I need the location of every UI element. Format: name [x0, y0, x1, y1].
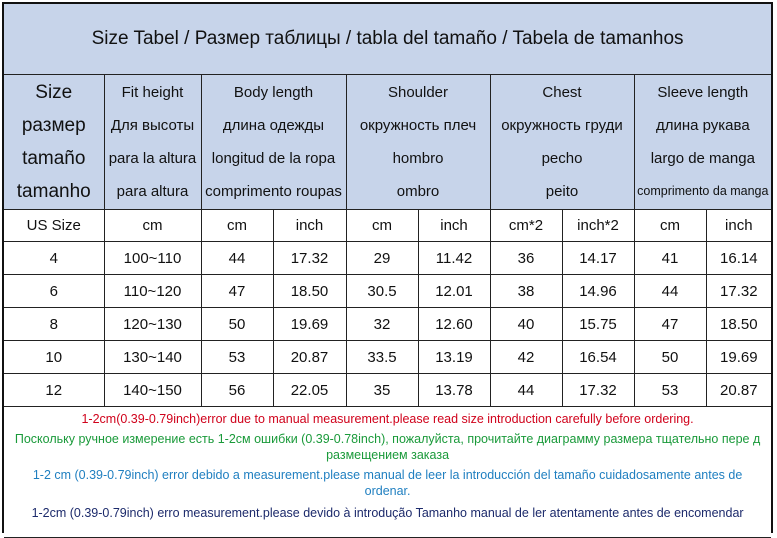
table-row	[4, 308, 771, 341]
table-cell: 50	[634, 341, 706, 374]
size-chart	[2, 2, 773, 533]
table-cell: 20.87	[273, 341, 346, 374]
table-cell: 50	[201, 308, 273, 341]
table-cell: 38	[490, 275, 562, 308]
table-cell: 11.42	[418, 242, 490, 275]
table-cell: 13.19	[418, 341, 490, 374]
table-cell: 44	[201, 242, 273, 275]
table-cell: 16.14	[706, 242, 771, 275]
table-cell: 14.17	[562, 242, 634, 275]
table-cell: 33.5	[346, 341, 418, 374]
table-cell: 4	[4, 242, 104, 275]
table-cell: 42	[490, 341, 562, 374]
unit-cell: inch*2	[562, 210, 634, 242]
table-cell: 53	[201, 341, 273, 374]
table-cell: 100~110	[104, 242, 201, 275]
table-cell: 30.5	[346, 275, 418, 308]
table-cell: 47	[201, 275, 273, 308]
table-cell: 17.32	[273, 242, 346, 275]
units-row	[4, 210, 771, 242]
header-chest: Chest окружность груди pecho peito	[490, 75, 634, 210]
note-portuguese: 1-2cm (0.39-0.79inch) erro measurement.please devido à introdução Tamanho manual de ler atentamente antes de encomendar	[31, 506, 744, 520]
table-cell: 47	[634, 308, 706, 341]
table-cell: 36	[490, 242, 562, 275]
unit-cell: inch	[418, 210, 490, 242]
measurement-notes	[4, 407, 771, 538]
table-cell: 13.78	[418, 374, 490, 407]
table-cell: 19.69	[706, 341, 771, 374]
unit-cell: cm*2	[490, 210, 562, 242]
table-cell: 12.60	[418, 308, 490, 341]
table-cell: 130~140	[104, 341, 201, 374]
table-cell: 29	[346, 242, 418, 275]
unit-cell: cm	[201, 210, 273, 242]
table-cell: 18.50	[273, 275, 346, 308]
table-cell: 16.54	[562, 341, 634, 374]
table-cell: 15.75	[562, 308, 634, 341]
unit-cell: cm	[346, 210, 418, 242]
table-cell: 53	[634, 374, 706, 407]
header-size: Size размер tamaño tamanho	[4, 75, 104, 210]
table-cell: 12	[4, 374, 104, 407]
table-cell: 44	[634, 275, 706, 308]
table-cell: 41	[634, 242, 706, 275]
chart-title: Size Tabel / Размер таблицы / tabla del tamaño / Tabela de tamanhos	[4, 4, 771, 75]
table-cell: 8	[4, 308, 104, 341]
table-cell: 12.01	[418, 275, 490, 308]
table-cell: 32	[346, 308, 418, 341]
unit-cell: inch	[706, 210, 771, 242]
table-cell: 22.05	[273, 374, 346, 407]
table-cell: 120~130	[104, 308, 201, 341]
table-cell: 17.32	[706, 275, 771, 308]
table-cell: 19.69	[273, 308, 346, 341]
table-row	[4, 341, 771, 374]
table-cell: 18.50	[706, 308, 771, 341]
table-row	[4, 242, 771, 275]
header-sleeve-length: Sleeve length длина рукава largo de manga comprimento da manga	[634, 75, 771, 210]
table-row	[4, 275, 771, 308]
header-shoulder: Shoulder окружность плеч hombro ombro	[346, 75, 490, 210]
table-cell: 44	[490, 374, 562, 407]
table-cell: 10	[4, 341, 104, 374]
unit-cell: US Size	[4, 210, 104, 242]
header-body-length: Body length длина одежды longitud de la ropa comprimento roupas	[201, 75, 346, 210]
table-cell: 40	[490, 308, 562, 341]
table-cell: 17.32	[562, 374, 634, 407]
table-cell: 6	[4, 275, 104, 308]
header-fit-height: Fit height Для высоты para la altura para altura	[104, 75, 201, 210]
unit-cell: cm	[634, 210, 706, 242]
table-cell: 14.96	[562, 275, 634, 308]
table-row	[4, 374, 771, 407]
note-russian: Поскольку ручное измерение есть 1-2см ошибки (0.39-0.78inch), пожалуйста, прочитайте диаграмму размера тщательно пере д размещением заказа	[14, 432, 761, 462]
note-english: 1-2cm(0.39-0.79inch)error due to manual measurement.please read size introduction carefully before ordering.	[81, 412, 694, 426]
size-table	[4, 4, 771, 538]
table-cell: 20.87	[706, 374, 771, 407]
unit-cell: inch	[273, 210, 346, 242]
table-cell: 140~150	[104, 374, 201, 407]
table-cell: 35	[346, 374, 418, 407]
unit-cell: cm	[104, 210, 201, 242]
table-cell: 110~120	[104, 275, 201, 308]
note-spanish: 1-2 cm (0.39-0.79inch) error debido a measurement.please manual de leer la introducción del tamaño cuidadosamente antes de ordenar.	[32, 468, 743, 498]
table-cell: 56	[201, 374, 273, 407]
